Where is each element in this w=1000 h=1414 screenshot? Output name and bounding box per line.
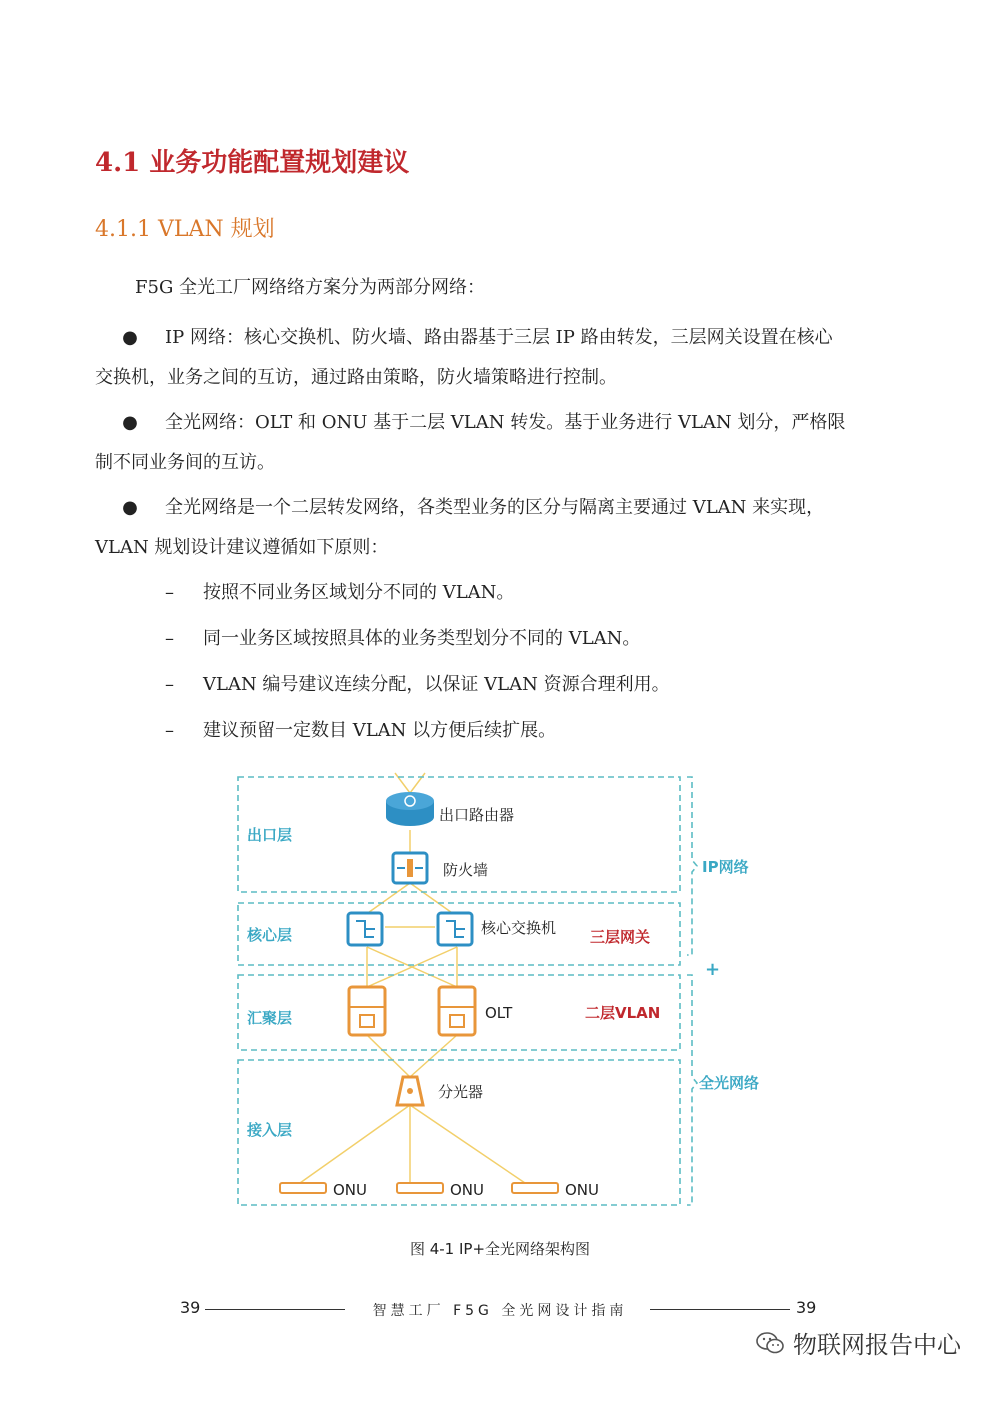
group-braces [687,777,697,1205]
layer-label-access: 接入层 [247,1121,293,1139]
sub-item: – 建议预留一定数目 VLAN 以方便后续扩展。 [165,720,557,741]
bullet-dot: ● [122,412,138,433]
group-label-optical: 全光网络 [699,1074,760,1092]
onu-label: ONU [450,1181,485,1199]
group-label-ip: IP网络 [702,858,749,876]
group-plus: + [705,959,721,980]
footer-rule-left [205,1309,345,1310]
core-switch-icon [348,913,382,945]
sub-item: – 同一业务区域按照具体的业务类型划分不同的 VLAN。 [165,628,641,649]
network-architecture-diagram [225,765,775,1215]
olt-icon [439,987,475,1035]
subsection-heading: 4.1.1 VLAN 规划 [95,217,275,242]
connection-lines [300,773,525,1183]
bullet-item: ● IP 网络：核心交换机、防火墙、路由器基于三层 IP 路由转发，三层网关设置在核心 交换机，业务之间的互访，通过路由策略，防火墙策略进行控制。 [95,318,905,398]
sub-item: – 按照不同业务区域划分不同的 VLAN。 [165,582,515,603]
tag-l2-vlan: 二层VLAN [585,1004,661,1022]
footer-title: 智慧工厂 F5G 全光网设计指南 [372,1303,628,1319]
bullet-dot: ● [122,327,138,348]
splitter-icon [397,1077,423,1105]
bullet-item: ● 全光网络是一个二层转发网络，各类型业务的区分与隔离主要通过 VLAN 来实现， VLAN 规划设计建议遵循如下原则： [95,488,905,568]
olt-icon [349,987,385,1035]
footer-rule-right [650,1309,790,1310]
intro-paragraph: F5G 全光工厂网络络方案分为两部分网络： [135,277,486,298]
firewall-label: 防火墙 [443,861,489,879]
firewall-icon [393,853,427,883]
figure-caption: 图 4-1 IP+全光网络架构图 [409,1240,591,1258]
wechat-icon [755,1330,785,1356]
router-label: 出口路由器 [439,806,515,824]
layer-label-aggregation: 汇聚层 [247,1009,293,1027]
bullet-dot: ● [122,497,138,518]
onu-label: ONU [333,1181,368,1199]
page-number-right: 39 [796,1298,817,1317]
onu-label: ONU [565,1181,600,1199]
tag-l3-gateway: 三层网关 [590,928,651,946]
sub-item: – VLAN 编号建议连续分配，以保证 VLAN 资源合理利用。 [165,674,670,695]
core-switch-label: 核心交换机 [481,919,557,937]
layer-label-core: 核心层 [247,926,293,944]
layer-label-egress: 出口层 [247,826,293,844]
splitter-label: 分光器 [438,1083,484,1101]
bullet-item: ● 全光网络：OLT 和 ONU 基于二层 VLAN 转发。基于业务进行 VLAN 划分，严格限 制不同业务间的互访。 [95,403,905,483]
watermark [755,1325,961,1360]
router-icon [386,792,434,826]
page-number-left: 39 [180,1298,201,1317]
core-switch-icon [438,913,472,945]
olt-label: OLT [485,1004,513,1022]
section-heading: 4.1 业务功能配置规划建议 [95,148,410,178]
onu-icon [280,1183,326,1193]
onu-icon [397,1183,443,1193]
page-footer [0,1290,1000,1330]
onu-icon [512,1183,558,1193]
watermark-text: 物联网报告中心 [793,1331,961,1359]
